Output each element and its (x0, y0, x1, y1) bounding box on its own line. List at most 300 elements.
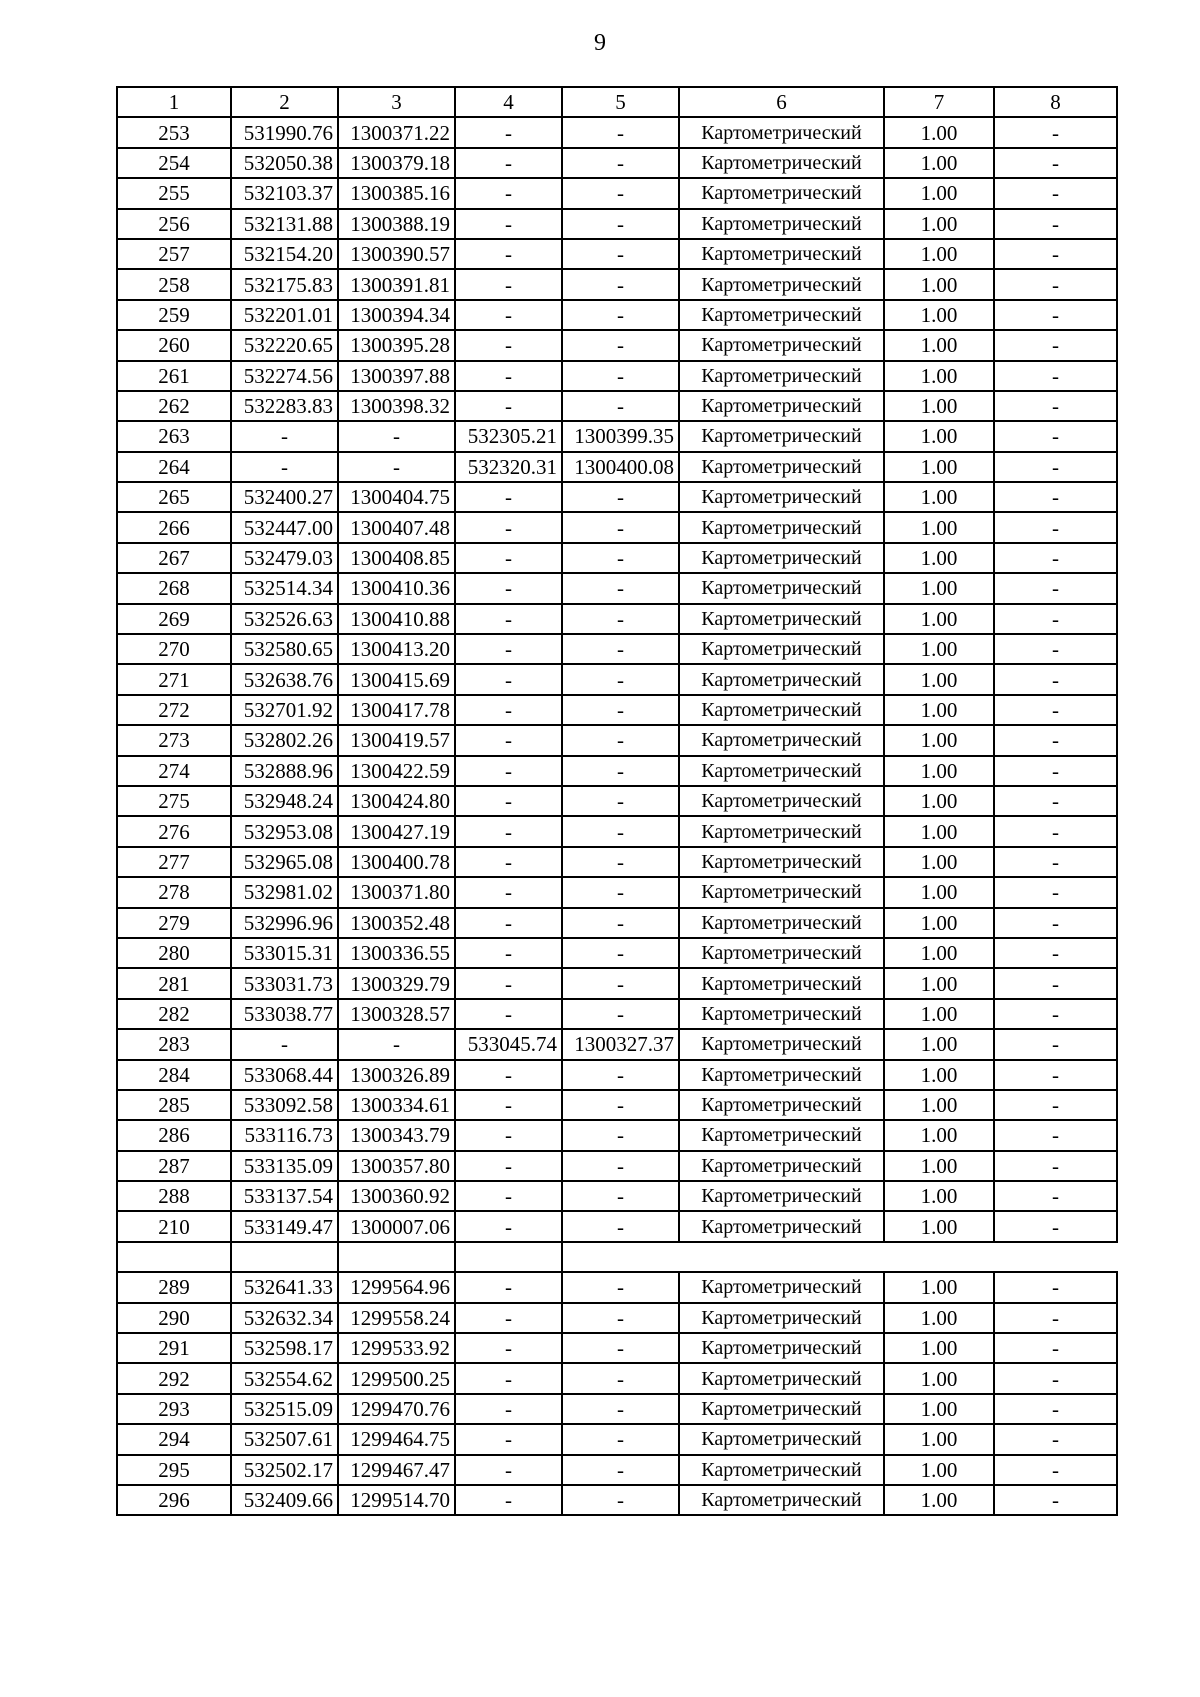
table-cell: - (455, 908, 562, 938)
table-row (117, 1272, 1117, 1302)
table-cell: 1300397.88 (338, 361, 455, 391)
table-cell: Картометрический (679, 573, 884, 603)
table-cell: 532580.65 (231, 634, 338, 664)
table-cell: - (562, 512, 679, 542)
table-cell: - (562, 695, 679, 725)
table-cell: 1.00 (884, 239, 994, 269)
table-cell: - (562, 604, 679, 634)
table-cell: Картометрический (679, 239, 884, 269)
table-cell: Картометрический (679, 664, 884, 694)
table-cell: - (562, 330, 679, 360)
table-cell: - (455, 543, 562, 573)
table-cell: 1.00 (884, 1181, 994, 1211)
table-cell: - (455, 1090, 562, 1120)
table-cell: - (562, 634, 679, 664)
table-cell: 1.00 (884, 1424, 994, 1454)
table-cell: 1300329.79 (338, 968, 455, 998)
table-cell: - (455, 1151, 562, 1181)
table-cell: 1300390.57 (338, 239, 455, 269)
table-cell: Картометрический (679, 1485, 884, 1515)
table-cell: 257 (117, 239, 231, 269)
table-cell: - (562, 543, 679, 573)
table-cell: 1299470.76 (338, 1394, 455, 1424)
table-cell: 532641.33 (231, 1272, 338, 1302)
table-cell: - (562, 1060, 679, 1090)
table-cell: - (562, 1181, 679, 1211)
table-cell: - (562, 725, 679, 755)
table-row (117, 1363, 1117, 1393)
table-cell: 1.00 (884, 1151, 994, 1181)
table-cell: Картометрический (679, 421, 884, 451)
table-cell: 1.00 (884, 877, 994, 907)
table-cell: - (455, 512, 562, 542)
table-cell: - (994, 512, 1117, 542)
table-cell: 1300352.48 (338, 908, 455, 938)
table-cell: - (562, 361, 679, 391)
table-cell: 1.00 (884, 512, 994, 542)
table-cell: 1.00 (884, 908, 994, 938)
table-cell: - (994, 938, 1117, 968)
table-cell: Картометрический (679, 1029, 884, 1059)
table-cell: - (562, 1424, 679, 1454)
table-cell: 259 (117, 300, 231, 330)
table-cell: 1.00 (884, 1455, 994, 1485)
table-cell: - (455, 756, 562, 786)
table-cell: 1.00 (884, 664, 994, 694)
table-cell: 1300417.78 (338, 695, 455, 725)
table-cell: 1299464.75 (338, 1424, 455, 1454)
table-row (117, 573, 1117, 603)
table-cell: - (455, 695, 562, 725)
table-cell: 532996.96 (231, 908, 338, 938)
table-cell: - (562, 664, 679, 694)
table-cell: 285 (117, 1090, 231, 1120)
table-cell: - (562, 999, 679, 1029)
table-cell: Картометрический (679, 1211, 884, 1241)
table-cell: 264 (117, 452, 231, 482)
table-cell: 296 (117, 1485, 231, 1515)
table-cell: 1.00 (884, 725, 994, 755)
table-cell: 533092.58 (231, 1090, 338, 1120)
table-cell: 1.00 (884, 1029, 994, 1059)
table-cell: 268 (117, 573, 231, 603)
table-cell: - (562, 148, 679, 178)
table-cell: Картометрический (679, 482, 884, 512)
table-cell: 1300410.88 (338, 604, 455, 634)
table-cell: 532953.08 (231, 816, 338, 846)
table-cell: 1300343.79 (338, 1120, 455, 1150)
table-cell: 280 (117, 938, 231, 968)
page-number: 9 (594, 30, 606, 56)
table-cell: 1.00 (884, 300, 994, 330)
table-cell: Картометрический (679, 847, 884, 877)
table-cell: 533031.73 (231, 968, 338, 998)
table-cell: 1.00 (884, 1363, 994, 1393)
table-cell: - (562, 1394, 679, 1424)
table-cell: 1.00 (884, 1333, 994, 1363)
table-cell: - (455, 1333, 562, 1363)
table-row (117, 361, 1117, 391)
table-cell: - (562, 239, 679, 269)
table-cell: Картометрический (679, 725, 884, 755)
table-cell: - (338, 452, 455, 482)
table-cell: - (562, 877, 679, 907)
table-cell: Картометрический (679, 330, 884, 360)
table-row (117, 725, 1117, 755)
table-cell: - (455, 330, 562, 360)
table-cell: - (455, 1060, 562, 1090)
table-cell: - (562, 573, 679, 603)
table-cell: 1.00 (884, 421, 994, 451)
table-row (117, 634, 1117, 664)
table-cell: Картометрический (679, 1303, 884, 1333)
table-cell: 277 (117, 847, 231, 877)
table-cell: - (455, 1303, 562, 1333)
table-cell: 532201.01 (231, 300, 338, 330)
table-cell: 269 (117, 604, 231, 634)
table-cell: - (562, 756, 679, 786)
table-row (117, 1485, 1117, 1515)
table-cell: 274 (117, 756, 231, 786)
table-cell: 532981.02 (231, 877, 338, 907)
table-cell: 1300336.55 (338, 938, 455, 968)
table-cell: 533045.74 (455, 1029, 562, 1059)
table-cell: - (562, 1303, 679, 1333)
table-cell: 1300424.80 (338, 786, 455, 816)
table-row (117, 908, 1117, 938)
table-cell: 532447.00 (231, 512, 338, 542)
table-cell: - (455, 239, 562, 269)
table-cell: - (562, 1120, 679, 1150)
table-cell: 288 (117, 1181, 231, 1211)
table-cell: 1300334.61 (338, 1090, 455, 1120)
table-cell: 533015.31 (231, 938, 338, 968)
table-cell: 1300404.75 (338, 482, 455, 512)
table-row (117, 847, 1117, 877)
table-cell: Картометрический (679, 1333, 884, 1363)
table-cell: Картометрический (679, 604, 884, 634)
table-cell: Картометрический (679, 1060, 884, 1090)
table-cell: 532638.76 (231, 664, 338, 694)
table-cell: 273 (117, 725, 231, 755)
table-cell: - (562, 300, 679, 330)
table-cell: 532632.34 (231, 1303, 338, 1333)
table-cell: 265 (117, 482, 231, 512)
table-cell: 1.00 (884, 148, 994, 178)
table-cell: 1.00 (884, 816, 994, 846)
table-cell: - (994, 1333, 1117, 1363)
table-cell: 532220.65 (231, 330, 338, 360)
table-cell: 532283.83 (231, 391, 338, 421)
table-cell: Картометрический (679, 786, 884, 816)
table-cell: 1.00 (884, 482, 994, 512)
table-cell: 532479.03 (231, 543, 338, 573)
header-row (117, 87, 1117, 117)
table-cell: - (994, 1363, 1117, 1393)
table-cell: - (455, 300, 562, 330)
table-row (117, 330, 1117, 360)
table-cell (338, 1242, 455, 1272)
table-cell: 1.00 (884, 269, 994, 299)
table-cell: - (994, 604, 1117, 634)
table-cell: 292 (117, 1363, 231, 1393)
table-cell: Картометрический (679, 816, 884, 846)
table-cell: - (455, 725, 562, 755)
table-cell: 1300328.57 (338, 999, 455, 1029)
table-cell: - (562, 847, 679, 877)
table-cell: 532526.63 (231, 604, 338, 634)
table-cell: - (994, 816, 1117, 846)
table-cell: 1.00 (884, 543, 994, 573)
table-cell: 263 (117, 421, 231, 451)
table-cell: Картометрический (679, 391, 884, 421)
table-cell (455, 1242, 562, 1272)
table-cell: Картометрический (679, 634, 884, 664)
table-cell: 1300407.48 (338, 512, 455, 542)
table-cell: - (994, 452, 1117, 482)
table-cell: - (562, 1363, 679, 1393)
table-cell: - (562, 1272, 679, 1302)
table-cell: Картометрический (679, 361, 884, 391)
table-cell: - (455, 209, 562, 239)
table-cell: 1300385.16 (338, 178, 455, 208)
table-cell: 532948.24 (231, 786, 338, 816)
table-row (117, 300, 1117, 330)
table-cell: 1.00 (884, 938, 994, 968)
table-cell: Картометрический (679, 1424, 884, 1454)
table-cell: - (994, 968, 1117, 998)
table-cell: 1.00 (884, 117, 994, 147)
table-row (117, 1120, 1117, 1150)
table-cell: - (994, 847, 1117, 877)
table-cell: - (562, 178, 679, 208)
column-header: 8 (994, 87, 1117, 117)
table-cell: 271 (117, 664, 231, 694)
table-cell: 278 (117, 877, 231, 907)
table-cell: - (994, 391, 1117, 421)
table-cell: Картометрический (679, 1363, 884, 1393)
table-cell: Картометрический (679, 999, 884, 1029)
table-cell: Картометрический (679, 1151, 884, 1181)
table-cell: 532802.26 (231, 725, 338, 755)
table-cell: 267 (117, 543, 231, 573)
table-cell: - (994, 1303, 1117, 1333)
table-cell: - (455, 968, 562, 998)
table-cell: - (994, 1394, 1117, 1424)
table-cell: 1.00 (884, 1120, 994, 1150)
table-cell: - (455, 999, 562, 1029)
table-cell: - (231, 1029, 338, 1059)
table-cell: - (562, 1151, 679, 1181)
table-cell: - (994, 1090, 1117, 1120)
table-cell: 532305.21 (455, 421, 562, 451)
table-cell: 532050.38 (231, 148, 338, 178)
table-cell: - (455, 1120, 562, 1150)
table-row (117, 664, 1117, 694)
table-row (117, 239, 1117, 269)
table-cell: - (994, 330, 1117, 360)
table-row (117, 1303, 1117, 1333)
table-cell: Картометрический (679, 1120, 884, 1150)
table-cell: - (455, 604, 562, 634)
table-cell: 533149.47 (231, 1211, 338, 1241)
table-cell: - (994, 178, 1117, 208)
table-cell: 1.00 (884, 1211, 994, 1241)
table-cell: - (562, 1455, 679, 1485)
table-row (117, 512, 1117, 542)
table-cell: - (562, 482, 679, 512)
table-cell: - (562, 1090, 679, 1120)
table-cell: - (455, 361, 562, 391)
table-cell: 1300419.57 (338, 725, 455, 755)
table-cell: 532274.56 (231, 361, 338, 391)
table-cell: 295 (117, 1455, 231, 1485)
table-cell: 293 (117, 1394, 231, 1424)
table-row (117, 1090, 1117, 1120)
table-row (117, 1060, 1117, 1090)
table-cell: - (994, 117, 1117, 147)
table-cell: 532515.09 (231, 1394, 338, 1424)
table-row (117, 786, 1117, 816)
table-cell: - (994, 999, 1117, 1029)
table-cell: - (455, 877, 562, 907)
table-cell: Картометрический (679, 1090, 884, 1120)
table-cell: - (994, 1060, 1117, 1090)
table-cell: - (994, 1029, 1117, 1059)
table-row (117, 968, 1117, 998)
table-row (117, 938, 1117, 968)
table-cell: 1.00 (884, 1090, 994, 1120)
table-cell: 533135.09 (231, 1151, 338, 1181)
table-cell: 282 (117, 999, 231, 1029)
column-header: 7 (884, 87, 994, 117)
table-cell: Картометрический (679, 452, 884, 482)
table-cell: 1300360.92 (338, 1181, 455, 1211)
table-cell: - (455, 1211, 562, 1241)
table-cell: - (994, 695, 1117, 725)
table-cell: 1.00 (884, 847, 994, 877)
table-cell: 287 (117, 1151, 231, 1181)
table-cell: 1299467.47 (338, 1455, 455, 1485)
table-cell: - (994, 239, 1117, 269)
table-cell: - (994, 756, 1117, 786)
table-cell: 533038.77 (231, 999, 338, 1029)
table-cell: 1.00 (884, 330, 994, 360)
table-cell: - (994, 908, 1117, 938)
table-cell: Картометрический (679, 877, 884, 907)
table-cell: - (562, 1485, 679, 1515)
table-cell: 253 (117, 117, 231, 147)
table-cell: 532154.20 (231, 239, 338, 269)
table-cell: - (994, 664, 1117, 694)
table-cell: - (994, 1455, 1117, 1485)
table-cell: - (455, 1363, 562, 1393)
table-cell: - (455, 1272, 562, 1302)
table-row (117, 421, 1117, 451)
table-cell: 270 (117, 634, 231, 664)
table-cell: Картометрический (679, 756, 884, 786)
table-cell: 260 (117, 330, 231, 360)
table-cell (679, 1242, 1117, 1272)
table-cell: 1300327.37 (562, 1029, 679, 1059)
table-cell: - (994, 877, 1117, 907)
table-cell: - (562, 391, 679, 421)
table-cell: 532409.66 (231, 1485, 338, 1515)
table-cell: - (455, 664, 562, 694)
table-cell: 1.00 (884, 1060, 994, 1090)
table-row (117, 816, 1117, 846)
table-cell: 1300371.22 (338, 117, 455, 147)
table-cell: - (455, 1394, 562, 1424)
column-header: 6 (679, 87, 884, 117)
table-cell: 254 (117, 148, 231, 178)
column-header: 5 (562, 87, 679, 117)
table-cell: - (562, 1211, 679, 1241)
table-cell: 1.00 (884, 999, 994, 1029)
table-cell: - (994, 1151, 1117, 1181)
table-cell: Картометрический (679, 695, 884, 725)
table-cell: 533137.54 (231, 1181, 338, 1211)
table-cell: 1300391.81 (338, 269, 455, 299)
table-cell: - (338, 1029, 455, 1059)
table-cell: 532701.92 (231, 695, 338, 725)
table-cell: - (562, 908, 679, 938)
table-cell: 1300398.32 (338, 391, 455, 421)
table-cell: 275 (117, 786, 231, 816)
table-cell: 532400.27 (231, 482, 338, 512)
table-cell: - (231, 421, 338, 451)
table-cell: 1.00 (884, 452, 994, 482)
table-cell: 533116.73 (231, 1120, 338, 1150)
table-cell: Картометрический (679, 209, 884, 239)
table-row (117, 1394, 1117, 1424)
table-cell: - (455, 1485, 562, 1515)
table-cell: - (994, 1211, 1117, 1241)
table-cell: Картометрический (679, 1394, 884, 1424)
table-cell: 1299533.92 (338, 1333, 455, 1363)
table-cell: 1.00 (884, 634, 994, 664)
table-cell: - (562, 968, 679, 998)
table-cell: - (994, 1120, 1117, 1150)
table-row (117, 1333, 1117, 1363)
table-cell: - (338, 421, 455, 451)
table-cell: 1300388.19 (338, 209, 455, 239)
table-cell: - (562, 938, 679, 968)
table-cell: 284 (117, 1060, 231, 1090)
table-cell: 1.00 (884, 695, 994, 725)
table-cell: 1299564.96 (338, 1272, 455, 1302)
table-cell: 1.00 (884, 209, 994, 239)
table-cell: - (455, 1424, 562, 1454)
table-row (117, 482, 1117, 512)
table-cell (231, 1242, 338, 1272)
table-cell: 1.00 (884, 178, 994, 208)
table-cell: - (455, 117, 562, 147)
table-cell: 1.00 (884, 604, 994, 634)
table-cell: 1300326.89 (338, 1060, 455, 1090)
table-cell: 281 (117, 968, 231, 998)
table-cell: 1.00 (884, 391, 994, 421)
table-cell: - (562, 1333, 679, 1363)
table-cell: 1.00 (884, 1394, 994, 1424)
table-cell: Картометрический (679, 908, 884, 938)
column-header: 3 (338, 87, 455, 117)
table-cell: Картометрический (679, 512, 884, 542)
table-row (117, 1181, 1117, 1211)
separator-row (117, 1242, 1117, 1272)
table-cell: 1299514.70 (338, 1485, 455, 1515)
table-cell: 532320.31 (455, 452, 562, 482)
